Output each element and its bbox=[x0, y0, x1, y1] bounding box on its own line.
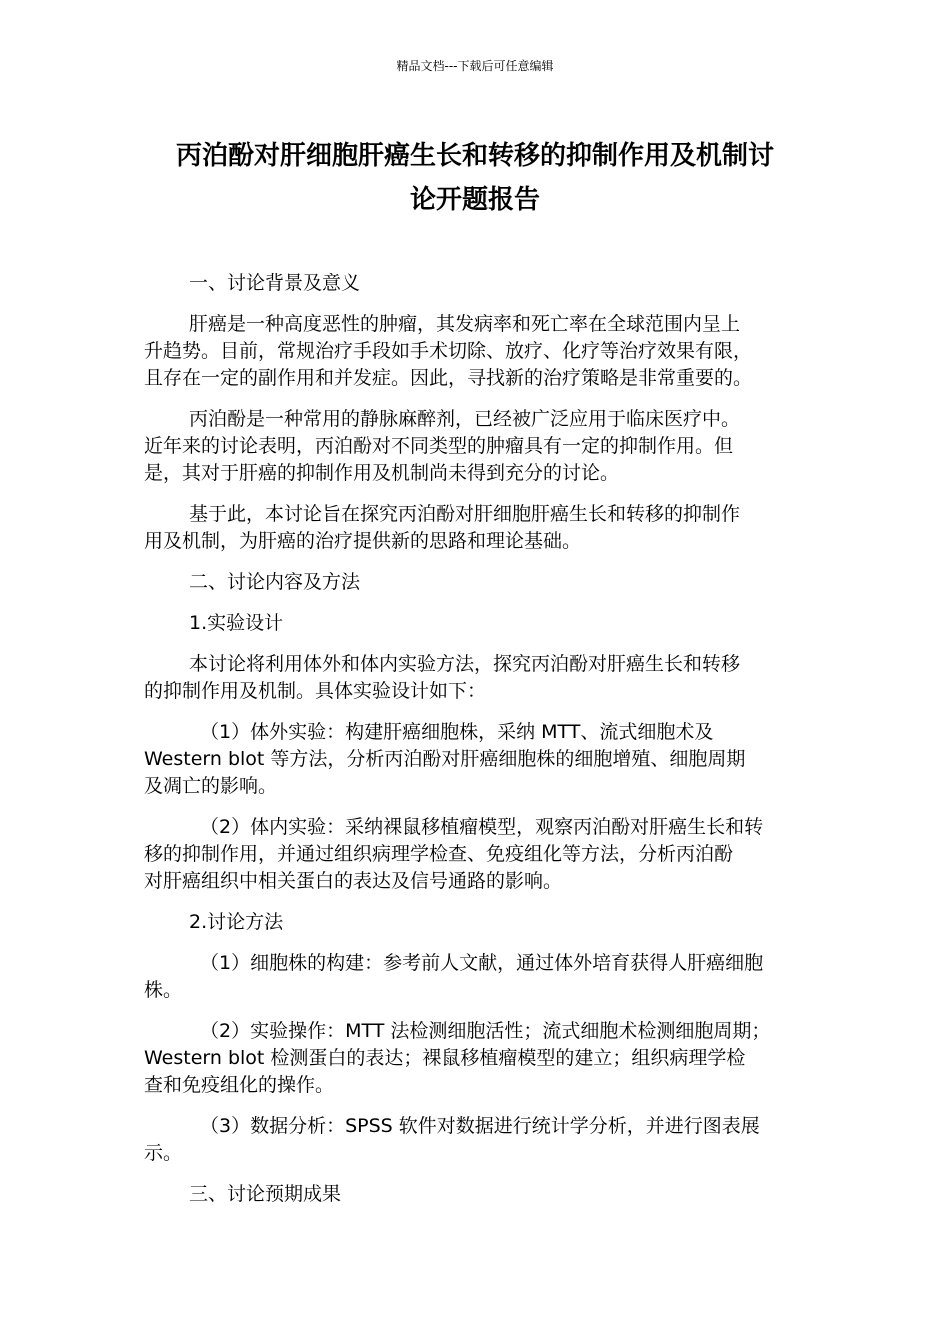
text-line: Western blot 等方法，分析丙泊酚对肝癌细胞株的细胞增殖、细胞周期 bbox=[144, 748, 746, 770]
paragraph bbox=[144, 1113, 806, 1167]
text-line: 基于此，本讨论旨在探究丙泊酚对肝细胞肝癌生长和转移的抑制作 bbox=[189, 503, 741, 525]
text-line: 及凋亡的影响。 bbox=[144, 775, 278, 797]
paragraph bbox=[144, 950, 806, 1004]
text-line: 近年来的讨论表明，丙泊酚对不同类型的肿瘤具有一定的抑制作用。但 bbox=[144, 435, 734, 457]
section-heading bbox=[144, 610, 806, 637]
paragraph bbox=[144, 719, 806, 800]
section-heading bbox=[144, 569, 806, 596]
text-line: 是，其对于肝癌的抑制作用及机制尚未得到充分的讨论。 bbox=[144, 462, 620, 484]
paragraph bbox=[144, 406, 806, 487]
text-line: 对肝癌组织中相关蛋白的表达及信号通路的影响。 bbox=[144, 870, 563, 892]
title-line: 丙泊酚对肝细胞肝癌生长和转移的抑制作用及机制讨 bbox=[175, 141, 774, 171]
text-line: 升趋势。目前，常规治疗手段如手术切除、放疗、化疗等治疗效果有限， bbox=[144, 340, 753, 362]
text-line: 且存在一定的副作用和并发症。因此，寻找新的治疗策略是非常重要的。 bbox=[144, 367, 753, 389]
text-line: （1）细胞株的构建：参考前人文献，通过体外培育获得人肝癌细胞 bbox=[200, 952, 764, 974]
text-line: 移的抑制作用，并通过组织病理学检查、免疫组化等方法，分析丙泊酚 bbox=[144, 843, 734, 865]
text-line: 丙泊酚是一种常用的静脉麻醉剂，已经被广泛应用于临床医疗中。 bbox=[189, 408, 741, 430]
text-line: 1.实验设计 bbox=[189, 612, 284, 634]
document-title bbox=[144, 134, 806, 222]
text-line: 一、讨论背景及意义 bbox=[189, 272, 361, 294]
paragraph bbox=[144, 311, 806, 392]
text-line: 三、讨论预期成果 bbox=[189, 1183, 342, 1205]
text-line: Western blot 检测蛋白的表达；裸鼠移植瘤模型的建立；组织病理学检 bbox=[144, 1047, 746, 1069]
text-line: 2.讨论方法 bbox=[189, 911, 284, 933]
text-line: （3）数据分析：SPSS 软件对数据进行统计学分析，并进行图表展 bbox=[200, 1115, 760, 1137]
paragraph bbox=[144, 501, 806, 555]
text-line: （2）体内实验：采纳裸鼠移植瘤模型，观察丙泊酚对肝癌生长和转 bbox=[200, 816, 764, 838]
text-line: 肝癌是一种高度恶性的肿瘤，其发病率和死亡率在全球范围内呈上 bbox=[189, 313, 741, 335]
text-line: （2）实验操作：MTT 法检测细胞活性；流式细胞术检测细胞周期； bbox=[200, 1020, 771, 1042]
text-line: 本讨论将利用体外和体内实验方法，探究丙泊酚对肝癌生长和转移 bbox=[189, 653, 741, 675]
section-heading bbox=[144, 1181, 806, 1208]
text-line: 查和免疫组化的操作。 bbox=[144, 1074, 335, 1096]
text-line: 用及机制，为肝癌的治疗提供新的思路和理论基础。 bbox=[144, 530, 582, 552]
paragraph bbox=[144, 814, 806, 895]
text-line: 株。 bbox=[144, 979, 183, 1001]
text-line: 示。 bbox=[144, 1142, 183, 1164]
section-heading bbox=[144, 909, 806, 936]
title-line: 论开题报告 bbox=[409, 185, 540, 215]
paragraph bbox=[144, 651, 806, 705]
paragraph bbox=[144, 1018, 806, 1099]
text-line: 的抑制作用及机制。具体实验设计如下： bbox=[144, 680, 487, 702]
section-heading bbox=[144, 270, 806, 297]
text-line: 二、讨论内容及方法 bbox=[189, 571, 361, 593]
document-body bbox=[144, 270, 806, 1222]
text-line: （1）体外实验：构建肝癌细胞株，采纳 MTT、流式细胞术及 bbox=[200, 721, 714, 743]
page-header: 精品文档---下载后可任意编辑 bbox=[396, 59, 554, 73]
